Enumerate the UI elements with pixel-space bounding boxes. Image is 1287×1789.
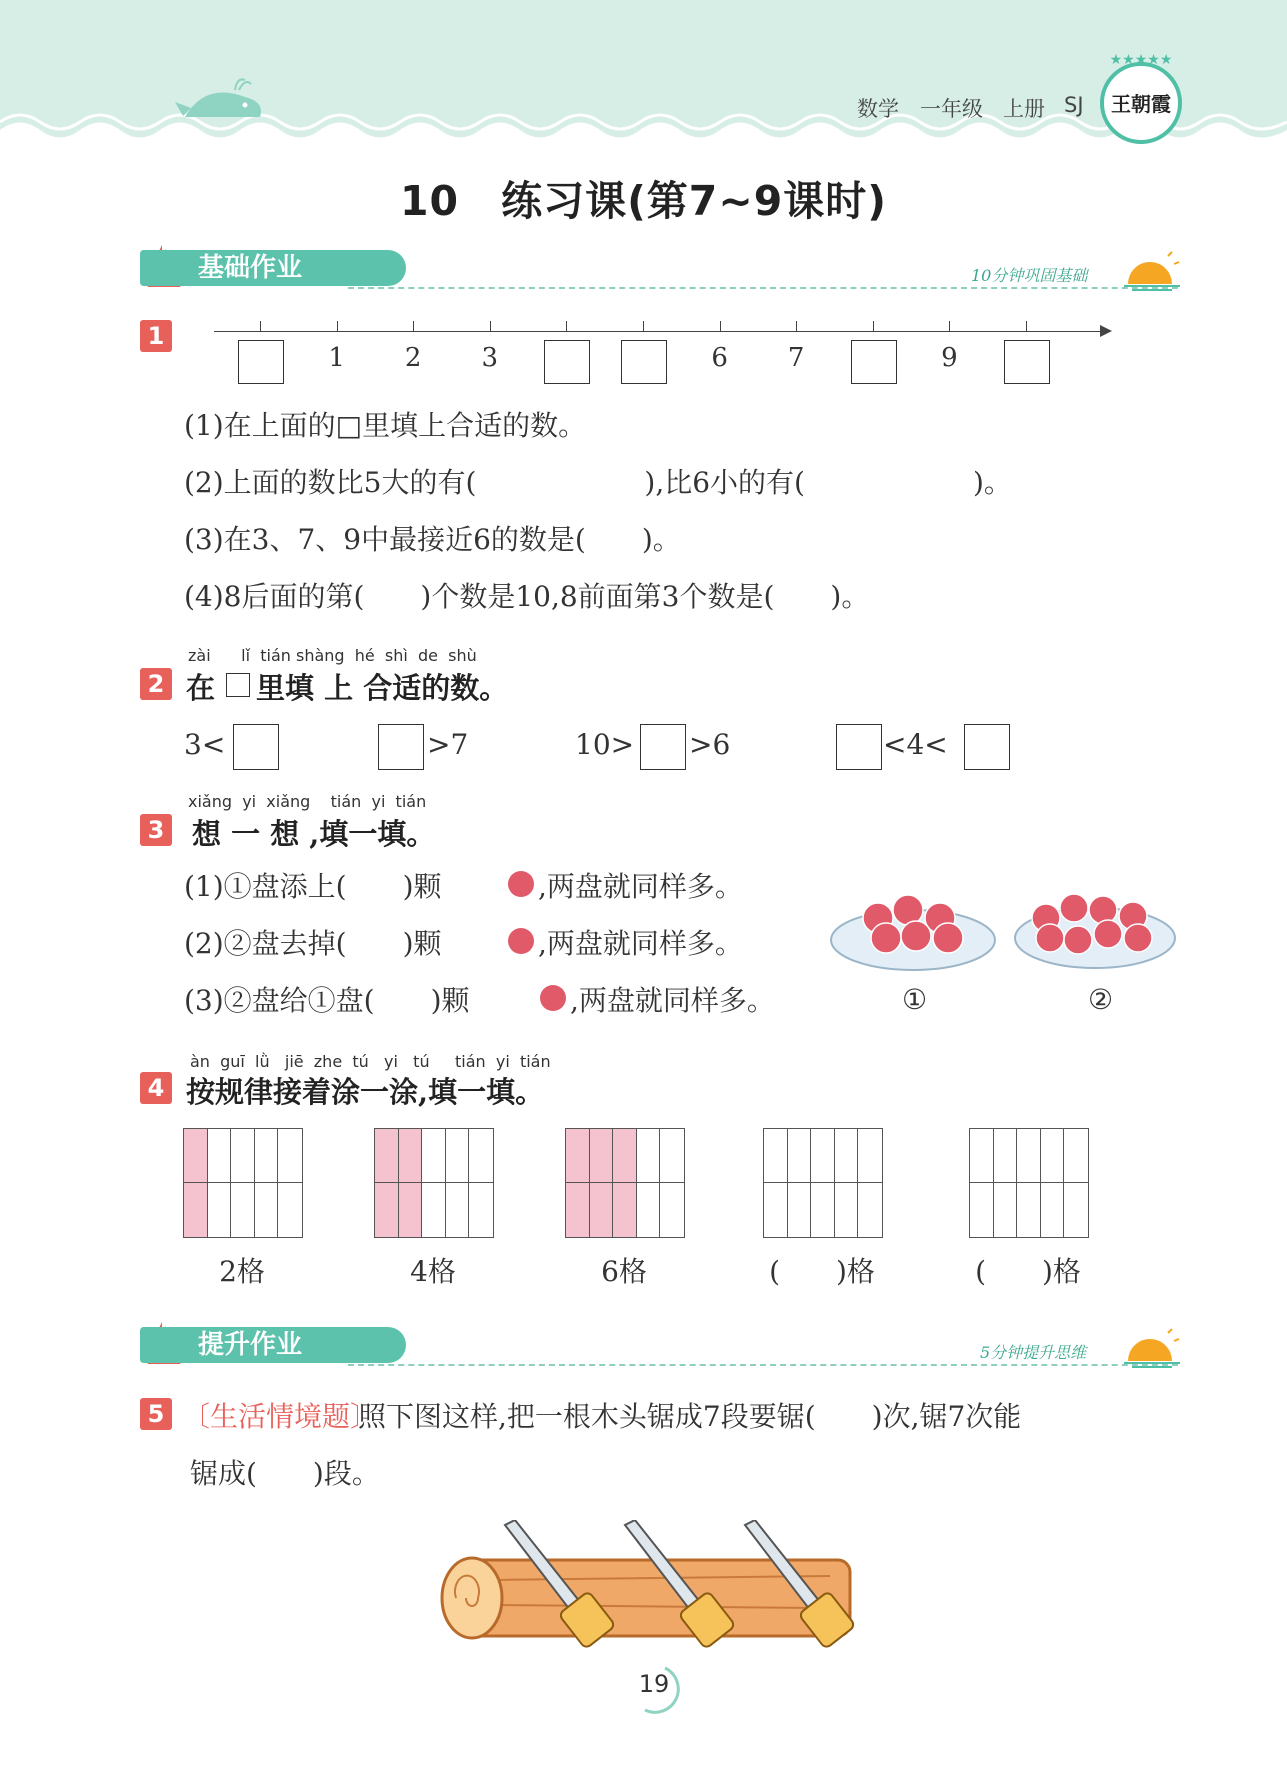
grid-cell[interactable] <box>1017 1183 1041 1237</box>
question-4-number: 4 <box>140 1072 172 1104</box>
brand-text: 王朝霞 <box>1111 92 1171 116</box>
grid-cell[interactable] <box>255 1183 279 1237</box>
grid-cell[interactable] <box>375 1129 399 1183</box>
q3-pinyin: xiǎng yi xiǎng tián yi tián <box>188 792 427 811</box>
plate-label-2: ② <box>1088 983 1114 1016</box>
q2-answer-box-1[interactable] <box>233 724 279 770</box>
q5-line-1: 照下图这样,把一根木头锯成7段要锯( )次,锯7次能 <box>358 1400 1022 1433</box>
section-advanced-note: 5分钟提升思维 <box>980 1343 1087 1362</box>
coloring-grid[interactable] <box>183 1128 303 1238</box>
q1-line-4: (4)8后面的第( )个数是10,8前面第3个数是( )。 <box>184 580 870 613</box>
grid-cell[interactable] <box>835 1129 859 1183</box>
grid-cell[interactable] <box>764 1183 788 1237</box>
grid-cell[interactable] <box>422 1183 446 1237</box>
grid-cell[interactable] <box>566 1129 590 1183</box>
grid-cell[interactable] <box>278 1183 302 1237</box>
grid-cell[interactable] <box>399 1183 423 1237</box>
grid-cell[interactable] <box>637 1183 661 1237</box>
number-line-label: 7 <box>787 343 805 373</box>
lychee-icon <box>540 985 566 1011</box>
grid-cell[interactable] <box>184 1129 208 1183</box>
grid-cell[interactable] <box>994 1129 1018 1183</box>
number-line-answer-box[interactable] <box>621 340 667 384</box>
q5-tag: 〔生活情境题〕 <box>182 1400 379 1433</box>
grid-cell[interactable] <box>469 1129 493 1183</box>
number-line-tick <box>873 321 874 331</box>
number-line-tick <box>949 321 950 331</box>
grid-caption: 6格 <box>601 1255 647 1288</box>
grid-cell[interactable] <box>835 1183 859 1237</box>
q2-stem-a: 在 <box>186 671 216 705</box>
q5-line-2: 锯成( )段。 <box>190 1457 380 1490</box>
section-divider <box>348 287 1178 289</box>
question-2-number: 2 <box>140 668 172 700</box>
number-line-tick <box>796 321 797 331</box>
grid-cell[interactable] <box>208 1129 232 1183</box>
grid-cell[interactable] <box>994 1183 1018 1237</box>
sunrise-icon <box>1122 250 1182 292</box>
question-5-number: 5 <box>140 1398 172 1430</box>
q2-answer-box-2[interactable] <box>378 724 424 770</box>
number-line-tick <box>1026 321 1027 331</box>
q2-stem-b: 里填 上 合适的数。 <box>256 671 509 705</box>
q2-answer-box-3[interactable] <box>640 724 686 770</box>
grid-cell[interactable] <box>970 1183 994 1237</box>
number-line-answer-box[interactable] <box>544 340 590 384</box>
q2-stem-box <box>226 673 250 697</box>
section-basic-banner: 基础作业 <box>140 250 406 286</box>
grid-cell[interactable] <box>590 1183 614 1237</box>
number-line-label: 9 <box>941 343 958 373</box>
grid-cell[interactable] <box>422 1129 446 1183</box>
number-line-answer-box[interactable] <box>238 340 284 384</box>
grid-cell[interactable] <box>1041 1183 1065 1237</box>
number-line-label: 1 <box>328 343 345 373</box>
q2-item-3-pre: 10> <box>575 728 635 761</box>
coloring-grid[interactable] <box>969 1128 1089 1238</box>
coloring-grid[interactable] <box>565 1128 685 1238</box>
grid-cell[interactable] <box>637 1129 661 1183</box>
grid-caption: 4格 <box>410 1255 456 1288</box>
grid-cell[interactable] <box>858 1183 882 1237</box>
grid-cell[interactable] <box>184 1183 208 1237</box>
plate-label-1: ① <box>902 983 928 1016</box>
grid-caption: 2格 <box>219 1255 265 1288</box>
grid-cell[interactable] <box>231 1183 255 1237</box>
grid-cell[interactable] <box>660 1183 684 1237</box>
q2-item-4-mid: <4< <box>883 728 948 761</box>
grid-cell[interactable] <box>566 1183 590 1237</box>
grid-cell[interactable] <box>811 1183 835 1237</box>
grid-cell[interactable] <box>278 1129 302 1183</box>
header-volume: 上册 <box>1003 97 1045 121</box>
grid-cell[interactable] <box>469 1183 493 1237</box>
q2-answer-box-4[interactable] <box>836 724 882 770</box>
number-line <box>214 331 1105 332</box>
number-line-tick <box>643 321 644 331</box>
page-title: 10 练习课(第7~9课时) <box>400 177 887 225</box>
grid-cell[interactable] <box>399 1129 423 1183</box>
grid-cell[interactable] <box>788 1129 812 1183</box>
grid-cell[interactable] <box>613 1183 637 1237</box>
grid-cell[interactable] <box>255 1129 279 1183</box>
grid-cell[interactable] <box>788 1183 812 1237</box>
grid-cell[interactable] <box>590 1129 614 1183</box>
lychee-icon <box>508 871 534 897</box>
number-line-label: 6 <box>711 343 728 373</box>
whale-icon <box>175 72 275 132</box>
grid-cell[interactable] <box>1064 1129 1088 1183</box>
q1-line-1: (1)在上面的□里填上合适的数。 <box>184 409 587 442</box>
grid-cell[interactable] <box>660 1129 684 1183</box>
lychee-icon <box>508 928 534 954</box>
q4-stem: 按规律接着涂一涂,填一填。 <box>186 1075 545 1109</box>
q2-answer-box-5[interactable] <box>964 724 1010 770</box>
number-line-tick <box>413 321 414 331</box>
sunrise-icon <box>1122 1327 1182 1369</box>
grid-cell[interactable] <box>970 1129 994 1183</box>
stars-icon: ★★★★★ <box>1109 52 1173 68</box>
q4-pinyin: àn guī lǜ jiē zhe tú yi tú tián yi tián <box>190 1052 551 1071</box>
number-line-answer-box[interactable] <box>851 340 897 384</box>
question-3-number: 3 <box>140 814 172 846</box>
grid-cell[interactable] <box>375 1183 399 1237</box>
header-subject: 数学 <box>857 97 899 121</box>
grid-cell[interactable] <box>1017 1129 1041 1183</box>
grid-cell[interactable] <box>811 1129 835 1183</box>
section-divider-2 <box>348 1364 1178 1366</box>
q3-line-tail: ,两盘就同样多。 <box>570 984 775 1017</box>
number-line-tick <box>566 321 567 331</box>
q2-item-2-post: >7 <box>427 728 469 761</box>
coloring-grid[interactable] <box>763 1128 883 1238</box>
q2-pinyin: zài lǐ tián shàng hé shì de shù <box>188 646 477 665</box>
number-line-tick <box>490 321 491 331</box>
grid-caption: ( )格 <box>769 1255 875 1288</box>
coloring-grid[interactable] <box>374 1128 494 1238</box>
grid-cell[interactable] <box>231 1129 255 1183</box>
page-number-swirl <box>625 1664 685 1714</box>
q1-line-3: (3)在3、7、9中最接近6的数是( )。 <box>184 523 681 556</box>
grid-cell[interactable] <box>208 1183 232 1237</box>
q3-line-text: (1)①盘添上( )颗 <box>184 870 442 903</box>
header-edition: SJ <box>1064 93 1084 117</box>
section-advanced-banner: 提升作业 <box>140 1327 406 1363</box>
number-line-answer-box[interactable] <box>1004 340 1050 384</box>
q3-line-tail: ,两盘就同样多。 <box>538 927 743 960</box>
q3-line-text: (3)②盘给①盘( )颗 <box>184 984 470 1017</box>
grid-cell[interactable] <box>613 1129 637 1183</box>
q3-line-tail: ,两盘就同样多。 <box>538 870 743 903</box>
page-number: 19 <box>638 1670 670 1698</box>
q2-item-3-post: >6 <box>689 728 731 761</box>
q3-line-text: (2)②盘去掉( )颗 <box>184 927 442 960</box>
arrow-icon <box>1100 325 1112 337</box>
grid-cell[interactable] <box>1041 1129 1065 1183</box>
grid-cell[interactable] <box>446 1183 470 1237</box>
number-line-tick <box>720 321 721 331</box>
number-line-label: 3 <box>481 343 499 373</box>
grid-cell[interactable] <box>858 1129 882 1183</box>
header-grade: 一年级 <box>920 97 983 121</box>
number-line-label: 2 <box>404 343 422 373</box>
q3-stem: 想 一 想 ,填一填。 <box>192 817 436 851</box>
number-line-tick <box>337 321 338 331</box>
q2-item-1-pre: 3< <box>184 728 226 761</box>
number-line-tick <box>260 321 261 331</box>
question-1-number: 1 <box>140 320 172 352</box>
section-basic-note: 10分钟巩固基础 <box>971 266 1088 285</box>
brand-logo <box>1100 52 1182 144</box>
grid-cell[interactable] <box>446 1129 470 1183</box>
grid-caption: ( )格 <box>975 1255 1081 1288</box>
q1-line-2: (2)上面的数比5大的有( ),比6小的有( )。 <box>184 466 1012 499</box>
grid-cell[interactable] <box>764 1129 788 1183</box>
log-and-saws-illustration <box>430 1520 890 1670</box>
grid-cell[interactable] <box>1064 1183 1088 1237</box>
plates-illustration <box>828 882 1178 982</box>
